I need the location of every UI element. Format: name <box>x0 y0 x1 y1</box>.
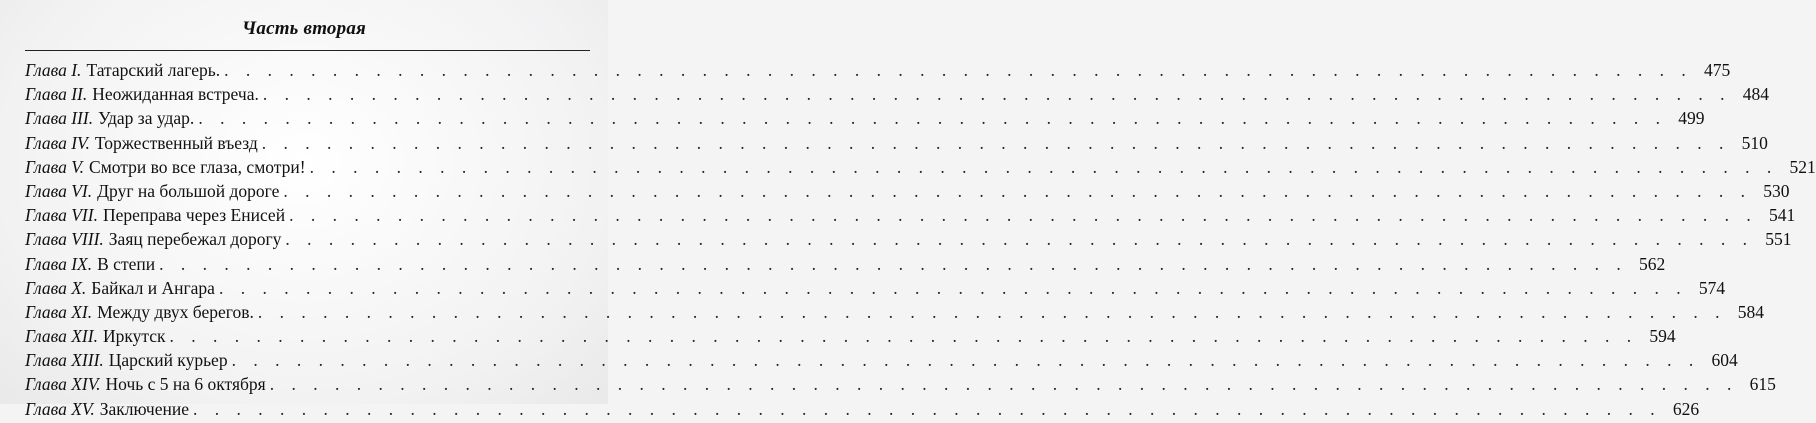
chapter-number: Глава XI. <box>25 301 93 322</box>
chapter-title: Ночь с 5 на 6 октября <box>105 374 266 395</box>
section-title: Часть вторая <box>241 18 367 39</box>
leader-dots: . . . . . . . . . . . . . . . . . . . . . . . . . . . . . . . . . . . . . . . . . . . . . . . . . . . . . . . . . . . . . . . . . . . . <box>269 374 1738 395</box>
leader-dots: . . . . . . . . . . . . . . . . . . . . . . . . . . . . . . . . . . . . . . . . . . . . . . . . . . . . . . . . . . . . . . . . . . . . <box>231 350 1700 371</box>
page-number: 574 <box>1698 277 1726 298</box>
chapter-number: Глава VI. <box>25 180 93 201</box>
toc-entry <box>25 229 1792 253</box>
chapter-title: Заключение <box>99 398 189 419</box>
chapter-title: Друг на большой дороге <box>97 180 280 201</box>
leader-dots: . . . . . . . . . . . . . . . . . . . . . . . . . . . . . . . . . . . . . . . . . . . . . . . . . . . . . . . . . . . . . . . . . . . . <box>192 398 1662 419</box>
leader-dots: . . . . . . . . . . . . . . . . . . . . . . . . . . . . . . . . . . . . . . . . . . . . . . . . . . . . . . . . . . . . . . . . . . . . <box>262 84 1731 105</box>
chapter-number: Глава II. <box>25 84 88 105</box>
toc-entry <box>25 350 1738 374</box>
page-number: 562 <box>1638 253 1666 274</box>
chapter-title: Переправа через Енисей <box>102 205 286 226</box>
chapter-title: Торжественный въезд <box>94 132 258 153</box>
page-number: 615 <box>1749 374 1776 395</box>
toc-entry <box>25 326 1676 350</box>
page-number: 626 <box>1672 398 1700 419</box>
leader-dots: . . . . . . . . . . . . . . . . . . . . . . . . . . . . . . . . . . . . . . . . . . . . . . . . . . . . . . . . . . . . . . . . . . . . <box>285 229 1754 250</box>
leader-dots: . . . . . . . . . . . . . . . . . . . . . . . . . . . . . . . . . . . . . . . . . . . . . . . . . . . . . . . . . . . . . . . . . . . . <box>169 326 1638 347</box>
page-number: 594 <box>1649 326 1676 347</box>
leader-dots: . . . . . . . . . . . . . . . . . . . . . . . . . . . . . . . . . . . . . . . . . . . . . . . . . . . . . . . . . . . . . . . . . . . . <box>257 301 1726 322</box>
chapter-number: Глава XII. <box>25 326 98 347</box>
toc-entry <box>25 398 1700 423</box>
chapter-title: Иркутск <box>102 326 166 347</box>
page-number: 510 <box>1741 132 1768 153</box>
chapter-title: Заяц перебежал дорогу <box>108 229 282 250</box>
toc-entry <box>25 301 1764 326</box>
chapter-number: Глава XIII. <box>25 350 104 371</box>
leader-dots: . . . . . . . . . . . . . . . . . . . . . . . . . . . . . . . . . . . . . . . . . . . . . . . . . . . . . . . . . . . . . . . . . . . . <box>224 60 1693 80</box>
chapter-title: В степи <box>97 253 156 274</box>
toc-entry <box>25 108 1705 132</box>
chapter-number: Глава X. <box>25 277 87 298</box>
chapter-number: Глава XV. <box>25 398 95 419</box>
leader-dots: . . . . . . . . . . . . . . . . . . . . . . . . . . . . . . . . . . . . . . . . . . . . . . . . . . . . . . . . . . . . . . . . . . . . <box>283 180 1752 201</box>
leader-dots: . . . . . . . . . . . . . . . . . . . . . . . . . . . . . . . . . . . . . . . . . . . . . . . . . . . . . . . . . . . . . . . . . . . . <box>198 108 1667 129</box>
chapter-number: Глава IX. <box>25 253 93 274</box>
page-number: 551 <box>1765 229 1792 250</box>
toc-entry <box>25 132 1768 157</box>
toc-entry <box>25 180 1790 205</box>
page-number: 541 <box>1768 205 1796 226</box>
chapter-number: Глава VII. <box>25 205 98 226</box>
leader-dots: . . . . . . . . . . . . . . . . . . . . . . . . . . . . . . . . . . . . . . . . . . . . . . . . . . . . . . . . . . . . . . . . . . . . <box>309 156 1778 177</box>
chapter-number: Глава V. <box>25 156 85 177</box>
chapter-title: Царский курьер <box>108 350 228 371</box>
page-number: 499 <box>1678 108 1705 129</box>
toc-entry <box>25 277 1726 302</box>
page-number: 475 <box>1703 60 1731 80</box>
page-number: 530 <box>1763 180 1790 201</box>
divider-rule <box>25 50 590 51</box>
chapter-number: Глава VIII. <box>25 229 104 250</box>
chapter-title: Смотри во все глаза, смотри! <box>89 156 306 177</box>
toc-entry <box>25 374 1776 398</box>
chapter-number: Глава I. <box>25 60 82 80</box>
leader-dots: . . . . . . . . . . . . . . . . . . . . . . . . . . . . . . . . . . . . . . . . . . . . . . . . . . . . . . . . . . . . . . . . . . . . <box>261 132 1730 153</box>
chapter-title: Байкал и Ангара <box>91 277 215 298</box>
chapter-number: Глава XIV. <box>25 374 101 395</box>
leader-dots: . . . . . . . . . . . . . . . . . . . . . . . . . . . . . . . . . . . . . . . . . . . . . . . . . . . . . . . . . . . . . . . . . . . . <box>218 277 1688 298</box>
page-number: 521 <box>1789 156 1816 177</box>
toc-entry <box>25 156 1816 181</box>
toc-entry <box>25 253 1666 278</box>
chapter-number: Глава IV. <box>25 132 90 153</box>
leader-dots: . . . . . . . . . . . . . . . . . . . . . . . . . . . . . . . . . . . . . . . . . . . . . . . . . . . . . . . . . . . . . . . . . . . . <box>289 205 1758 226</box>
toc-entry <box>25 205 1796 229</box>
page-number: 604 <box>1711 350 1738 371</box>
toc-entry <box>25 84 1769 108</box>
chapter-title: Неожиданная встреча. <box>92 84 259 105</box>
table-of-contents <box>25 60 1816 423</box>
leader-dots: . . . . . . . . . . . . . . . . . . . . . . . . . . . . . . . . . . . . . . . . . . . . . . . . . . . . . . . . . . . . . . . . . . . . <box>159 253 1628 274</box>
chapter-title: Татарский лагерь. <box>86 60 221 80</box>
toc-entry <box>25 60 1731 84</box>
chapter-number: Глава III. <box>25 108 94 129</box>
chapter-title: Удар за удар. <box>98 108 195 129</box>
page-number: 484 <box>1742 84 1769 105</box>
chapter-title: Между двух берегов. <box>97 301 254 322</box>
page-number: 584 <box>1737 301 1764 322</box>
